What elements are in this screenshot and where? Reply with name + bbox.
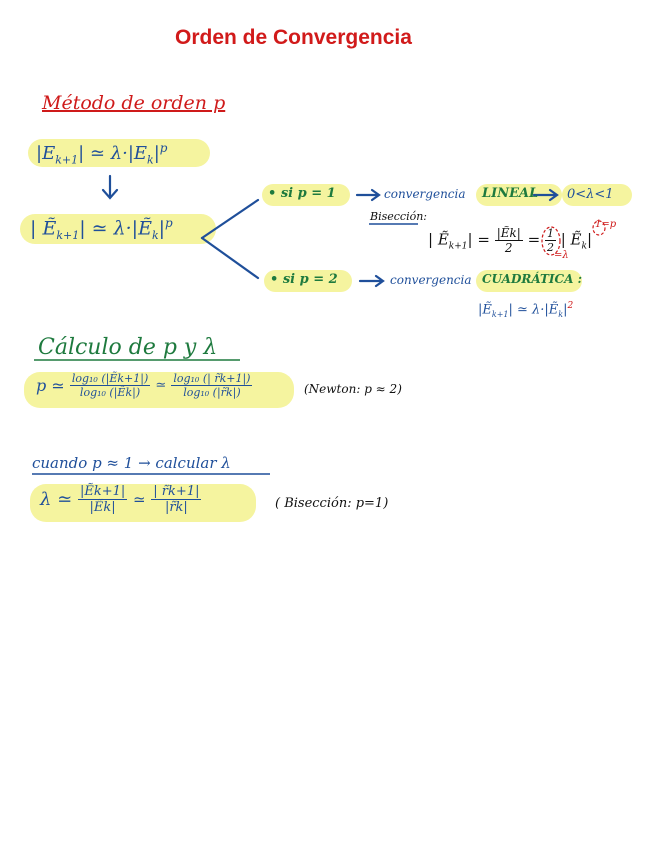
arrow-right-icon [360, 276, 383, 286]
section-heading-cuando: cuando p ≈ 1 → calcular λ [32, 454, 231, 472]
case-p2-label: • si p = 2 [270, 272, 338, 287]
case-p1-kind: LINEAL [482, 186, 539, 201]
equation-error-tilde: | Ẽ$_{k+1}$| ≃ $\lambda\cdot|Ẽ_k|^p$ [30, 216, 173, 243]
biseccion-exponent: 1=p [595, 219, 617, 230]
biseccion-label: Bisección: [370, 210, 428, 223]
biseccion-equation: | Ẽ$_{k+1}$| = $\frac{\text{|Ẽk|}}{2}$ = $\frac{1}{2}$ | Ẽ$_k$| [428, 226, 593, 255]
section-heading-metodo: Método de orden p [42, 92, 226, 114]
case-p1-condition: 0<λ<1 [567, 187, 614, 202]
case-p2-kind: CUADRÁTICA : [482, 272, 583, 286]
branch-line-upper [202, 200, 258, 238]
equation-error-k1: $|E_{k+1}|$ ≃ $\lambda\cdot|E_k|^p$ [36, 141, 168, 167]
case-p2-equation: |Ẽ$_{k+1}$| ≃ $\lambda\cdot|Ẽ_k|^2$ [478, 301, 574, 319]
page-title: Orden de Convergencia [175, 26, 412, 49]
newton-note: (Newton: p ≈ 2) [304, 382, 402, 396]
section-heading-calculo: Cálculo de p y λ [38, 335, 218, 360]
branch-line-lower [202, 238, 258, 278]
formula-p: p ≃ $\frac{\text{log₁₀ (|Ẽk+1|)}}{\text{log₁₀ (|Ẽk|)}}$ ≃ $\frac{\text{log₁₀ (| r̃k+1|)}}{\text{log₁₀ (|r̃k|)}}$ [36, 372, 251, 399]
case-p1-label: • si p = 1 [268, 186, 336, 201]
biseccion-note: ( Bisección: p=1) [275, 496, 389, 511]
case-p1-text: convergencia [384, 187, 466, 201]
arrow-right-icon [357, 190, 379, 200]
biseccion-lambda: =λ [554, 250, 569, 261]
formula-lambda: λ ≃ $\frac{\text{|Ẽk+1|}}{\text{|Ẽk|}}$ ≃ $\frac{| r̃k+1|}{|r̃k|}$ [40, 484, 200, 515]
case-p2-text: convergencia [390, 273, 472, 287]
